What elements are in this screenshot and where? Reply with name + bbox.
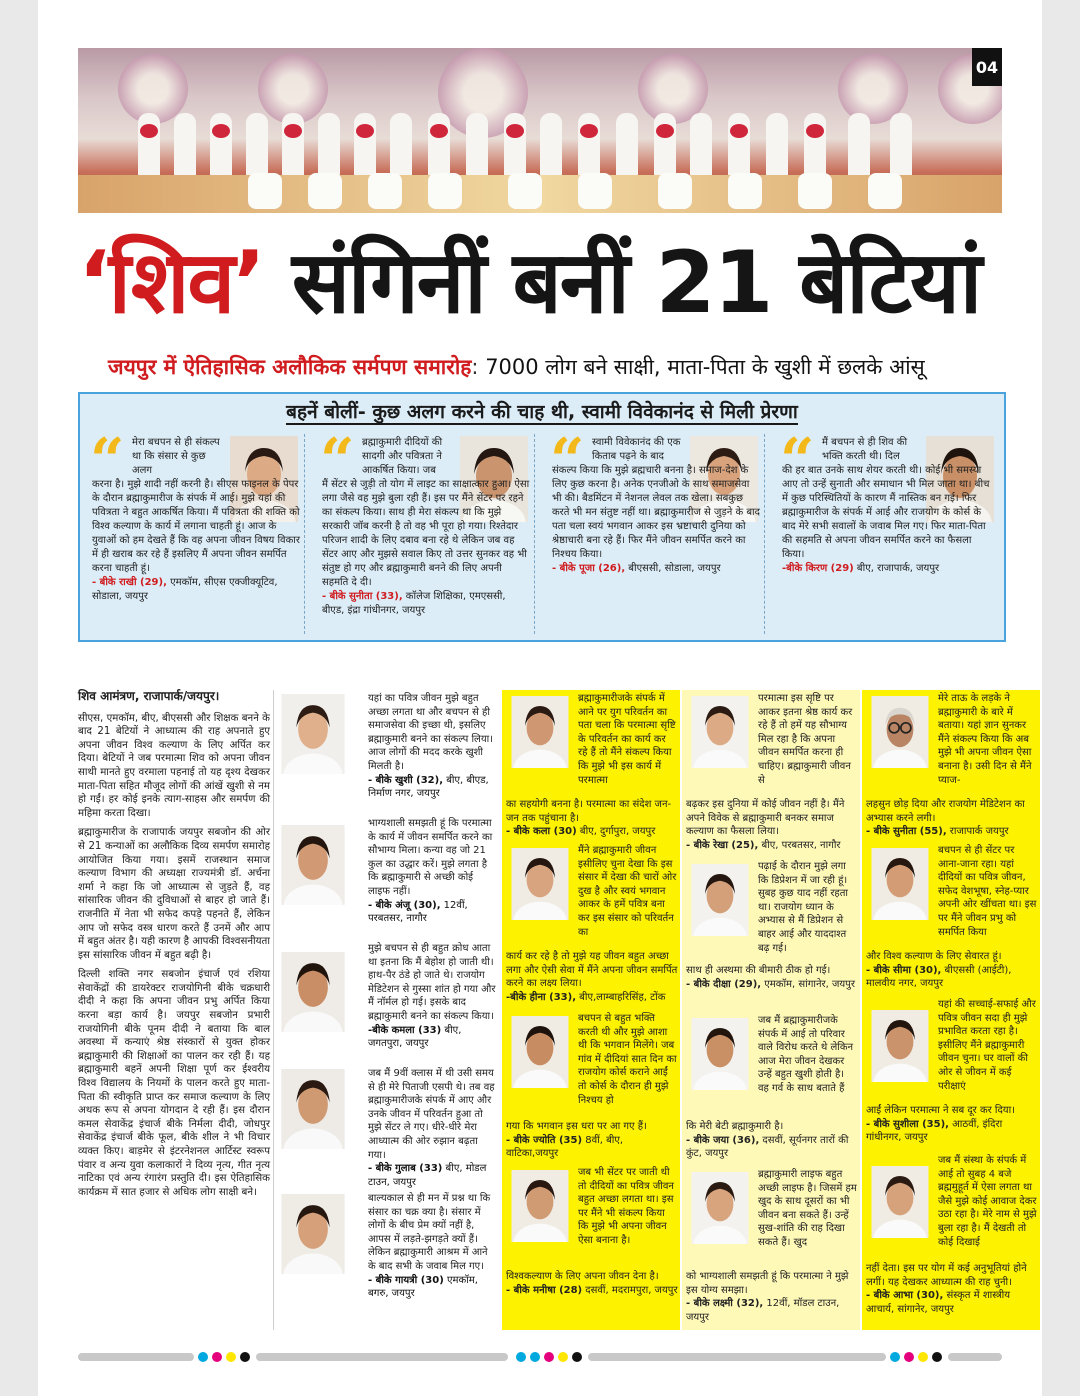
testimonial-signature [506,992,665,1003]
testimonial-text: यहां की सच्चाई-सफाई और पवित्र जीवन सदा ही मुझे प्रभावित करता रहा है। इसीलिए मैंने ब्रह्माकुमारी जीवन चुना। घर वालों की ओर से जीवन में कई परीक्षाएं [938,999,1036,1092]
quote-detail: कॉलेज शिक्षिका, एमएससी, बीएड, इंद्रा गांधीनगर, जयपुर [322,591,506,616]
testimonial-detail: बीए, मोडल टाउन, जयपुर [368,1163,487,1188]
quote-mark-icon: “ [550,426,585,496]
testimonial-card [862,996,1040,1146]
testimonial-detail: बीए, दुर्गापुरा, जयपुर [576,826,656,838]
portrait-photo [690,1018,750,1090]
quote-text-first: मैं बचपन से ही शिव की भक्ति करती थी। दिल [822,437,908,462]
page-number: 04 [972,48,1002,86]
testimonial-name: - बीके गायत्री (30) [368,1274,444,1286]
portrait-photo [510,1016,570,1088]
portrait-photo [870,696,930,768]
testimonial-text-cont: को भाग्यशाली समझती हूं कि परमात्मा ने मुझे इस योग्य समझा। [686,1271,849,1296]
portrait-photo [280,825,346,905]
quote-mark-icon: “ [320,426,355,496]
portrait-photo [870,1010,930,1082]
quote-text-first: मेरा बचपन से ही संकल्प था कि संसार से कुछ अलग [132,437,220,476]
testimonial-card [502,1164,680,1324]
article-body [78,690,270,1330]
testimonial-signature [866,826,1009,837]
quote-signature [92,577,278,602]
testimonial-card [276,1190,498,1330]
testimonial-text: पढ़ाई के दौरान मुझे लगा कि डिप्रेशन में जा रही हूं। सुबह कुछ याद नहीं रहता था। राजयोग ध्यान के अभ्यास से मैं डिप्रेशन से बाहर आई और याददाश्त बढ़ गई। [758,861,849,954]
testimonial-signature [368,775,489,800]
testimonial-text: बचपन से ही सेंटर पर आना-जाना रहा। यहां दीदियों का पवित्र जीवन, सफेद वेशभूषा, स्नेह-प्यार अपनी ओर खींचता था। इस पर मैंने जीवन प्रभु को समर्पित किया [938,845,1037,938]
quote-name: - बीके पूजा (26), [552,563,626,574]
quote-text: की हर बात उनके साथ शेयर करती थी। कोई भी समस्या आए तो उन्हें सुनाती और समाधान भी मिल जाता था। बीच में कुछ परिस्थितियों के कारण मैं नास्तिक बन गई। फिर ब्रह्माकुमारीज के संपर्क में आई और राजयोग के कोर्स के बाद मेरे सभी सवालों के जवाब मिल गए। फिर माता-पिता की सहमति से अपना जीवन समर्पित करने का फैसला किया। [782,465,990,560]
testimonial-signature [866,1290,1010,1315]
testimonial-card [276,690,498,815]
testimonial-text-cont: बढ़कर इस दुनिया में कोई जीवन नहीं है। मैंने अपने विवेक से ब्रह्माकुमारी बनकर समाज कल्याण का फैसला लिया। [686,799,845,838]
quote-detail: बीएससी, सोडाला, जयपुर [625,563,721,574]
testimonial-signature [866,1119,1002,1144]
subhead-red: जयपुर में ऐतिहासिक अलौकिक सर्मपण समारोह [108,355,472,379]
hero-photo [78,48,1002,213]
portrait-photo [280,694,346,774]
testimonial-detail: दसवीं, सूर्यनगर तारों की कुंट, जयपुर [686,1134,849,1160]
testimonial-text-cont: विश्वकल्याण के लिए अपना जीवन देना है। [506,1271,659,1282]
testimonial-card [276,815,498,940]
portrait-photo [510,848,570,920]
testimonial-detail: बीए, बीएड, निर्माण नगर, जयपुर [368,774,489,800]
testimonial-name: -बीके हीना (33), [506,991,576,1003]
quote-name: - बीके सुनीता (33), [322,591,403,602]
yellow-column [862,690,1040,1330]
testimonial-signature [506,1285,678,1296]
testimonial-text-cont: और विश्व कल्याण के लिए सेवारत हूं। [866,951,1002,962]
subhead-rest: 7000 लोग बने साक्षी, माता-पिता के खुशी में छलके आंसू [485,355,925,379]
testimonial-signature [368,1025,461,1050]
testimonial-text-cont: गया कि भगवान इस धरा पर आ गए हैं। [506,1121,647,1132]
testimonial-signature [866,965,1011,990]
testimonial-signature [686,840,841,851]
testimonial-name: - बीके लक्ष्मी (32), [686,1298,764,1310]
testimonial-name: - बीके दीक्षा (29), [686,978,762,990]
testimonial-name: - बीके कला (30) [506,826,577,838]
quote-text: करना है। मुझे शादी नहीं करनी है। सीएस फाइनल के पेपर के दौरान ब्रह्माकुमारीज के संपर्क में आई। मुझे यहां की पवित्रता ने बहुत आकर्षित किया। मैं पवित्रता की शक्ति को विश्व कल्याण के कार्य में लगाना चाहती हूं। आज के युवाओं को हम देखते हैं कि वह अपना जीवन विषय विकार में ही खराब कर रहे हैं इसलिए मैं अपना जीवन समर्पित करना चाहती हूं। [92,479,300,574]
testimonial-name: - बीके जया (36), [686,1134,760,1146]
portrait-photo [280,1069,346,1149]
article-paragraph: दिल्ली शक्ति नगर सबजोन इंचार्ज एवं रशिया सेवाकेंद्रों की डायरेक्टर राजयोगिनी बीके चक्रधारी दीदी ने कहा कि अपना जीवन प्रभु अर्पित किया करना बड़ा कार्य है। जयपुर सबजोन प्रभारी राजयोगिनी बीके पूनम दीदी ने बताया कि बाल अवस्था में कन्याएं श्रेष्ठ संस्कारों से युक्त होकर ब्रह्माकुमारी की शिक्षाओं का पालन कर रही हैं। यह ब्रह्माकुमारी बहनें अपनी शिक्षा पूर्ण कर ईश्वरीय विश्व विद्यालय के नियमों के पालन करते हुए माता-पिता की स्वीकृति प्राप्त कर समाज कल्याण के लिए अथक रूप से अपना योगदान दे रही हैं। इस दौरान कमल सेवाकेंद्र इंचार्ज बीके निर्मला दीदी, जोधपुर सेवाकेंद्र इंचार्ज बीके फूल, बीके शील ने भी विचार व्यक्त किए। बाड़मेर से इंटरनेशनल आर्टिस्ट स्वरूप पंवार व अन्य युवा कलाकारों ने दिव्य नृत्य, गीत नृत्य नाटिका एवं अन्य रंगारंग प्रस्तुति दी। इस ऐतिहासिक कार्यक्रम में सात हजार से अधिक लोग साक्षी बने। [78,969,270,1198]
quote-detail: बीए, राजापार्क, जयपुर [853,563,940,574]
testimonial-text-cont: आईं लेकिन परमात्मा ने सब दूर कर दिया। [866,1105,1015,1116]
testimonial-detail: राजापार्क जयपुर [946,826,1009,838]
testimonial-card [682,1012,860,1162]
testimonial-signature [686,1298,839,1323]
quote-signature [322,591,506,616]
testimonial-name: - बीके अंजू (30), [368,899,441,911]
headline-shiv: ‘शिव’ [78,233,264,333]
headline [78,228,1002,338]
article-paragraph: ब्रह्माकुमारीज के राजापार्क जयपुर सबजोन की ओर से 21 कन्याओं का अलौकिक दिव्य समर्पण समारोह आयोजित किया गया। इसमें राजस्थान समाज कल्याण विभाग की अध्यक्षा राज्यमंत्री डॉ. अर्चना शर्मा ने कहा कि जो आध्यात्म से जुड़ते हैं, वह सांसारिक जीवन की दुविधाओं से बाहर हो जाते हैं। राजनीति में नेता भी सफेद कपड़े पहनते हैं, लेकिन आप जो सफेद वस्त्र धारण करते हैं उनमें और आप में बहुत अंतर है। यही कारण है आपकी विश्वसनीयता इस सांसारिक जीवन में बहुत बढ़ी है। [78,827,270,961]
testimonial-text: मेरे ताऊ के लड़के ने ब्रह्माकुमारी के बारे में बताया। यहां ज्ञान सुनकर मैंने संकल्प किया कि अब मुझे भी अपना जीवन ऐसा बनाना है। उसी दिन से मैंने प्याज- [938,693,1032,786]
quote-text: मैं सेंटर से जुड़ी तो योग में लाइट का साक्षात्कार हुआ। ऐसा लगा जैसे वह मुझे बुला रही हैं। इस पर मैंने सेंटर पर रहने का संकल्प किया। साथ ही मेरा संकल्प था कि मुझे सरकारी जॉब करनी है तो वह भी पूरा हो गया। रिश्तेदार परिजन शादी के लिए दबाव बना रहे थे लेकिन जब वह सेंटर आए और मुझसे सवाल किए तो उत्तर सुनकर वह भी संतुष्ट हो गए और ब्रह्माकुमारी बनने की लिए अपनी सहमति दे दी। [322,479,530,588]
quote-signature [552,563,721,574]
testimonial-text: जब भी सेंटर पर जाती थी तो दीदियों का पवित्र जीवन बहुत अच्छा लगता था। इस पर मैंने भी संकल्प किया कि मुझे भी अपना जीवन ऐसा बनाना है। [578,1167,674,1246]
testimonial-card [682,858,860,1008]
testimonial-card [276,1065,498,1190]
portrait-photo [690,696,750,768]
dateline: शिव आमंत्रण, राजापार्क/जयपुर। [78,689,220,703]
quote-detail: एमकॉम, सीएस एक्जीक्यूटिव, सोडाला, जयपुर [92,577,278,602]
testimonial-detail: 12वीं, परबतसर, नागौर [368,899,468,925]
testimonial-text-cont: कार्य कर रहे है तो मुझे यह जीवन बहुत अच्छा लगा और ऐसी सेवा में मैंने अपना जीवन समर्पित करने का लक्ष्य लिया। [506,951,678,990]
column-divider [273,690,274,1330]
testimonial-detail: बीए, जगतपुरा, जयपुर [368,1024,462,1050]
footer-colorbar [78,1350,1002,1364]
testimonial-text: मैंने ब्रह्माकुमारी जीवन इसीलिए चुना देखा कि इस संसार में देखा की चारों ओर दुख है और स्वयं भगवान आकर के हमें पवित्र बना कर इस संसार को परिवर्तन का [578,845,677,938]
headline-rest: संगिनीं बनीं 21 बेटियां [263,233,981,333]
testimonial-text: जब मैं संस्था के संपर्क में आई तो सुबह 4 बजे ब्रह्ममुहूर्त में ऐसा लगता था जैसे मुझे कोई आवाज देकर उठा रहा है। मेरे नाम से मुझे बुला रहा है। मैं देखती तो कोई दिखाई [938,1155,1037,1248]
quote-name: - बीके राखी (29), [92,577,167,588]
testimonial-name: - बीके खुशी (32), [368,774,444,786]
testimonial-card [502,842,680,1007]
testimonial-name: - बीके ज्योति (35) [506,1134,583,1146]
portrait-photo [690,864,750,936]
testimonial-card [862,690,1040,840]
article-paragraph: सीएस, एमकॉम, बीए, बीएससी और शिक्षक बनने के बाद 21 बेटियों ने आध्यात्म की राह अपनाते हुए अपना जीवन विश्व कल्याण के लिए अर्पित कर दिया। बेटियों ने जब परमात्मा शिव को अपना जीवन साथी मानते हुए वरमाला पहनाई तो यह दृश्य देखकर माता-पिता सहित मौजूद लोगों की आंखें खुशी से नम हो गईं। हर कोई इनके त्याग-साहस और समर्पण की महिमा करता दिखा। [78,712,270,819]
quote-card [86,426,305,634]
portrait-photo [510,696,570,768]
quote-text: संकल्प किया कि मुझे ब्रह्मचारी बनना है। समाज-देश के लिए कुछ करना है। अनेक एनजीओ के साथ समाजसेवा भी की। बैडमिंटन में नेशनल लेवल तक खेला। सबकुछ करते भी मन संतुष्ट नहीं था। ब्रह्माकुमारीज से जुड़ने के बाद पता चला स्वयं भगवान आकर इस भ्रष्टाचारी दुनिया को श्रेष्ठाचारी बना रहे हैं। फिर मैंने जीवन समर्पित करने का निश्चय किया। [552,465,760,560]
testimonial-text: ब्रह्माकुमारीजके संपर्क में आने पर युग परिवर्तन का पता चला कि परमात्मा सृष्टि के परिवर्तन का कार्य कर रहे हैं तो मैंने संकल्प किया कि मुझे भी इस कार्य में परमात्मा [578,693,676,786]
pale-yellow-column [682,690,860,1330]
testimonial-card [862,1152,1040,1327]
testimonial-detail: 8वीं, बीए, वाटिका,जयपुर [506,1134,624,1160]
testimonial-signature [368,900,468,925]
testimonial-card [502,1010,680,1160]
quote-text-first: ब्रह्माकुमारी दीदियों की सादगी और पवित्रता ने आकर्षित किया। जब [362,437,443,476]
newspaper-page [38,0,1042,1396]
portrait-photo [280,1194,346,1274]
portrait-photo [690,1172,750,1244]
testimonial-name: - बीके रेखा (25), [686,839,759,851]
testimonial-detail: संस्कृत में शास्त्रीय आचार्य, सांगानेर, जयपुर [866,1290,1011,1315]
testimonial-name: - बीके सुशीला (35), [866,1118,949,1130]
testimonial-signature [368,1275,478,1300]
portrait-photo [280,952,346,1032]
testimonial-text: जब मैं 9वीं क्लास में थी उसी समय से ही मेरे पिताजी एसपी थे। तब वह ब्रह्माकुमारीजके संपर्क में आए और उनके जीवन में परिवर्तन हुआ तो मुझे सेंटर ले गए। धीरे-धीरे मेरा आध्यात्म की ओर रुझान बढ़ता गया। [368,1068,495,1161]
testimonial-signature [506,1135,623,1160]
testimonial-card [862,842,1040,992]
quote-name: -बीके किरण (29) [782,563,854,574]
testimonial-text: मुझे बचपन से ही बहुत क्रोध आता था इतना कि मैं बेहोश हो जाती थी। हाथ-पैर ठंडे हो जाते थे। राजयोग मेडिटेशन से गुस्सा शांत हो गया और मैं नॉर्मल हो गई। इसके बाद ब्रह्माकुमारी बनने का संकल्प किया। [368,943,496,1022]
testimonial-detail: दसवीं, मदरामपुरा, जयपुर [582,1284,678,1296]
testimonial-text-cont: नहीं देता। इस पर योग में कई अनुभूतियां होने लगीं। यह देखकर आध्यात्म की राह चुनी। [866,1263,1027,1288]
testimonial-text: बचपन से बहुत भक्ति करती थी और मुझे आशा थी कि भगवान मिलेंगे। जब गांव में दीदियां सात दिन का राजयोग कोर्स कराने आईं तो कोर्स के दौरान ही मुझे निश्चय हो [578,1013,677,1106]
testimonial-detail: एमकॉम, बगरु, जयपुर [368,1274,478,1300]
testimonial-detail: बीए,लाम्बाहरिसिंह, टोंक [576,991,666,1003]
subhead-sep: : [471,355,486,379]
testimonial-text-cont: साथ ही अस्थमा की बीमारी ठीक हो गई। [686,965,831,976]
testimonial-name: -बीके कमला (33) [368,1024,442,1036]
testimonial-text-cont: लहसुन छोड़ दिया और राजयोग मेडिटेशन का अभ्यास करने लगी। [866,799,1025,824]
portrait-photo [870,1166,930,1238]
testimonial-name: - बीके मनीषा (28) [506,1284,583,1296]
testimonial-text: परमात्मा इस सृष्टि पर आकर इतना श्रेष्ठ कार्य कर रहे हैं तो हमें यह सौभाग्य मिल रहा है कि अपना जीवन समर्पित करना ही चाहिए। ब्रह्माकुमारी जीवन से [758,693,853,786]
testimonial-signature [368,1163,486,1188]
left-margin [0,0,38,1396]
quote-card [776,426,1000,634]
testimonial-text: जब मैं ब्रह्माकुमारीजके संपर्क में आई तो परिवार वाले विरोध करते थे लेकिन आज मेरा जीवन देखकर उन्हें बहुत खुशी होती है। वह गर्व के साथ बताते हैं [758,1015,854,1094]
testimonial-card [502,690,680,840]
testimonial-text: ब्रह्माकुमारी लाइफ बहुत अच्छी लाइफ है। जिसमें हम खुद के साथ दूसरों का भी जीवन बना सकते हैं। उन्हें सुख-शांति की राह दिखा सकते हैं। खुद [758,1169,857,1248]
quote-card [316,426,535,634]
portrait-photo [510,1170,570,1242]
testimonial-text: भाग्यशाली समझती हूं कि परमात्मा के कार्य में जीवन समर्पित करने का सौभाग्य मिला। कन्या वह जो 21 कुल का उद्धार करें। मुझे लगता है कि ब्रह्माकुमारी से अच्छी कोई लाइफ नहीं। [368,818,493,897]
testimonial-signature [686,979,855,990]
yellow-column [502,690,680,1330]
yellow-section [502,690,1042,1330]
testimonial-name: - बीके सीमा (30), [866,964,942,976]
testimonial-detail: बीएससी (आईटी), मालवीय नगर, जयपुर [866,964,1012,990]
right-margin [1042,0,1080,1396]
quote-text-first: स्वामी विवेकानंद की एक किताब पढ़ने के बाद [592,437,681,462]
quote-mark-icon: “ [780,426,815,496]
testimonial-card [682,690,860,855]
testimonial-signature [506,826,655,837]
testimonial-detail: एमकॉम, सांगानेर, जयपुर [761,978,855,990]
quotes-box [78,392,1006,642]
quote-card [546,426,765,634]
quote-mark-icon: “ [90,426,125,496]
testimonial-detail: 12वीं, मॉडल टाउन, जयपुर [686,1298,840,1323]
testimonial-name: - बीके गुलाब (33) [368,1163,443,1175]
quote-signature [782,563,939,574]
quotes-title-text: बहनें बोलीं- कुछ अलग करने की चाह थी, स्वामी विवेकानंद से मिली प्रेरणा [286,401,798,423]
testimonial-name: - बीके सुनीता (55), [866,826,947,838]
testimonial-card [682,1166,860,1326]
testimonial-text-cont: का सहयोगी बनना है। परमात्मा का संदेश जन-जन तक पहुंचाना है। [506,799,672,824]
testimonial-detail: आठवीं, इंदिरा गांधीनगर, जयपुर [866,1118,1003,1144]
testimonial-text: बाल्यकाल से ही मन में प्रश्न था कि संसार का चक्र क्या है। संसार में लोगों के बीच प्रेम क्यों नहीं है, आपस में लड़ते-झगड़ते क्यों हैं। लेकिन ब्रह्माकुमारी आश्रम में आने के बाद सभी के जवाब मिल गए। [368,1193,491,1272]
quotes-box-title [80,398,1004,424]
testimonial-card [276,940,498,1065]
testimonial-text: यहां का पवित्र जीवन मुझे बहुत अच्छा लगता था और बचपन से ही समाजसेवा की इच्छा थी, इसलिए ब्रह्माकुमारी बनने का संकल्प लिया। आज लोगों की मदद करके खुशी मिलती है। [368,693,493,772]
testimonial-signature [686,1135,848,1160]
portrait-photo [870,848,930,920]
testimonial-name: - बीके आभा (30), [866,1290,944,1302]
testimonial-text-cont: कि मेरी बेटी ब्रह्माकुमारी है। [686,1121,784,1132]
testimonial-detail: बीए, परबतसर, नागौर [758,839,841,851]
subheadline [108,350,1008,384]
